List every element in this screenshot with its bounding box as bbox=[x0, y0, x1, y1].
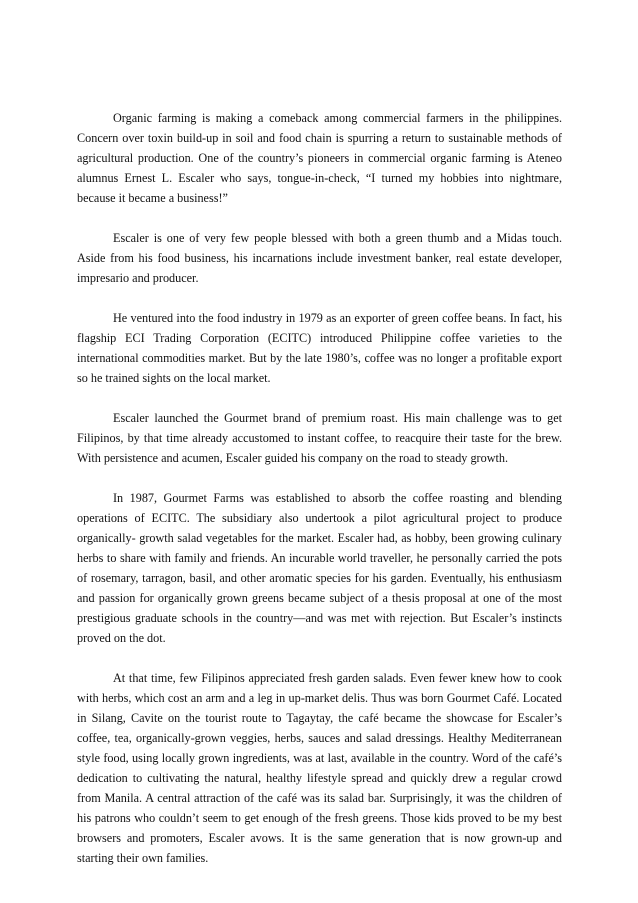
paragraph-gourmet-farms: In 1987, Gourmet Farms was established to absorb the coffee roasting and blending operations of ECITC. The subsidiary also undertook a pilot agricultural project to produce organically- growth salad vegetables for the market. Escaler had, as hobby, been growing culinary herbs to share with family and friends. An incurable world traveller, he personally carried the pots of rosemary, tarragon, basil, and other aromatic species for his garden. Eventually, his enthusiasm and passion for organically grown greens became subject of a thesis proposal at one of the most prestigious graduate schools in the country—and was met with rejection. But Escaler’s instincts proved on the dot. bbox=[77, 491, 562, 645]
paragraph-gourmet-brand: Escaler launched the Gourmet brand of premium roast. His main challenge was to get Filipinos, by that time already accustomed to instant coffee, to reacquire their taste for the brew. With persistence and acumen, Escaler guided his company on the road to steady growth. bbox=[77, 411, 562, 465]
paragraph-escaler-profile: Escaler is one of very few people blessed with both a green thumb and a Midas touch. Aside from his food business, his incarnations include investment banker, real estate developer, impresario and producer. bbox=[77, 231, 562, 285]
paragraph-coffee-export: He ventured into the food industry in 1979 as an exporter of green coffee beans. In fact, his flagship ECI Trading Corporation (ECITC) introduced Philippine coffee varieties to the international commodities market. But by the late 1980’s, coffee was no longer a profitable export so he trained sights on the local market. bbox=[77, 311, 562, 385]
paragraph-gourmet-cafe: At that time, few Filipinos appreciated fresh garden salads. Even fewer knew how to cook with herbs, which cost an arm and a leg in up-market delis. Thus was born Gourmet Café. Located in Silang, Cavite on the tourist route to Tagaytay, the café became the showcase for Escaler’s coffee, tea, organically-grown veggies, herbs, sauces and salad dressings. Healthy Mediterranean style food, using locally grown ingredients, was at last, available in the country. Word of the café’s dedication to cultivating the natural, healthy lifestyle spread and quickly drew a regular crowd from Manila. A central attraction of the café was its salad bar. Surprisingly, it was the children of his patrons who couldn’t seem to get enough of the fresh greens. Those kids proved to be my best browsers and promoters, Escaler avows. It is the same generation that is now grown-up and starting their own families. bbox=[77, 671, 562, 865]
document-body bbox=[77, 108, 562, 868]
paragraph-organic-farming-intro: Organic farming is making a comeback among commercial farmers in the philippines. Concern over toxin build-up in soil and food chain is spurring a return to sustainable methods of agricultural production. One of the country’s pioneers in commercial organic farming is Ateneo alumnus Ernest L. Escaler who says, tongue-in-check, “I turned my hobbies into nightmare, because it became a business!” bbox=[77, 111, 562, 205]
